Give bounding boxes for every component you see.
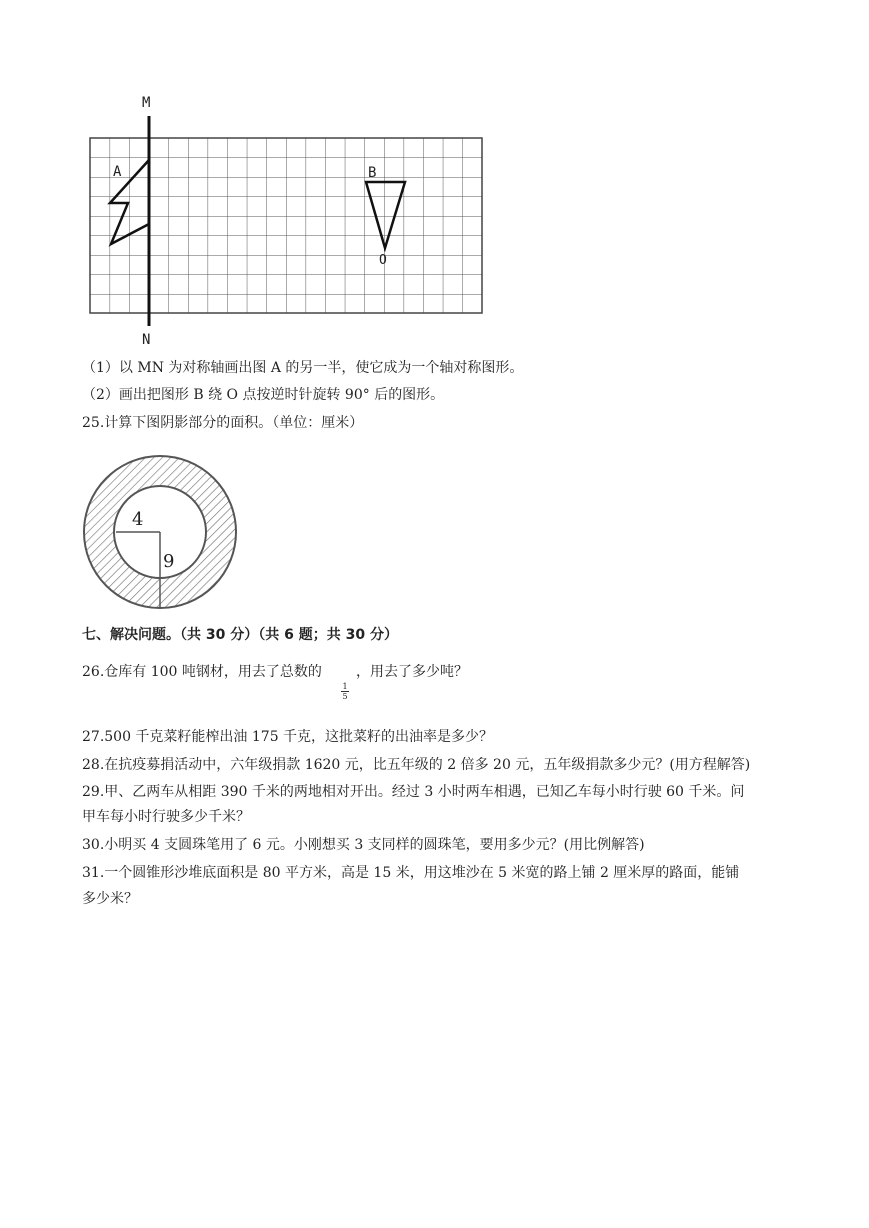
- q29-line2: 甲车每小时行驶多少千米？: [82, 809, 250, 825]
- q26-text-before: 26.仓库有 100 吨钢材，用去了总数的: [82, 664, 322, 680]
- shape-a-label: A: [113, 164, 122, 180]
- q28-text: 28.在抗疫募捐活动中，六年级捐款 1620 元，比五年级的 2 倍多 20 元，五年级捐款多少元？(用方程解答): [82, 757, 751, 773]
- q30-text: 30.小明买 4 支圆珠笔用了 6 元。小刚想买 3 支同样的圆珠笔，要用多少元？(用比例解答): [82, 837, 645, 853]
- inner-radius-label: 4: [132, 509, 144, 530]
- q29-line1: 29.甲、乙两车从相距 390 千米的两地相对开出。经过 3 小时两车相遇，已知乙车每小时行驶 60 千米。问: [82, 784, 745, 800]
- q31-line2: 多少米？: [82, 891, 138, 907]
- shape-b-label: B: [368, 165, 377, 181]
- axis-label-m: M: [142, 95, 151, 111]
- q27-text: 27.500 千克菜籽能榨出油 175 千克，这批菜籽的出油率是多少？: [82, 729, 494, 745]
- q26-fraction: [340, 682, 350, 701]
- q26-text-after: ，用去了多少吨？: [356, 664, 468, 680]
- q31-line1: 31.一个圆锥形沙堆底面积是 80 平方米，高是 15 米，用这堆沙在 5 米宽的路上铺 2 厘米厚的路面，能铺: [82, 865, 740, 881]
- q24-part1: （1）以 MN 为对称轴画出图 A 的另一半，使它成为一个轴对称图形。: [82, 360, 524, 376]
- grid-figure: [80, 88, 500, 353]
- fraction-denominator: 5: [342, 692, 348, 701]
- ring-figure: [80, 446, 250, 614]
- pivot-label-o: O: [379, 253, 387, 268]
- q25-text: 25.计算下图阴影部分的面积。（单位：厘米）: [82, 415, 364, 431]
- section-7-title: 七、解决问题。（共 30 分）（共 6 题；共 30 分）: [82, 627, 398, 643]
- outer-radius-label: 9: [163, 551, 175, 572]
- q24-part2: （2）画出把图形 B 绕 O 点按逆时针旋转 90° 后的图形。: [82, 387, 445, 403]
- axis-label-n: N: [142, 332, 151, 348]
- fraction-numerator: 1: [342, 682, 348, 691]
